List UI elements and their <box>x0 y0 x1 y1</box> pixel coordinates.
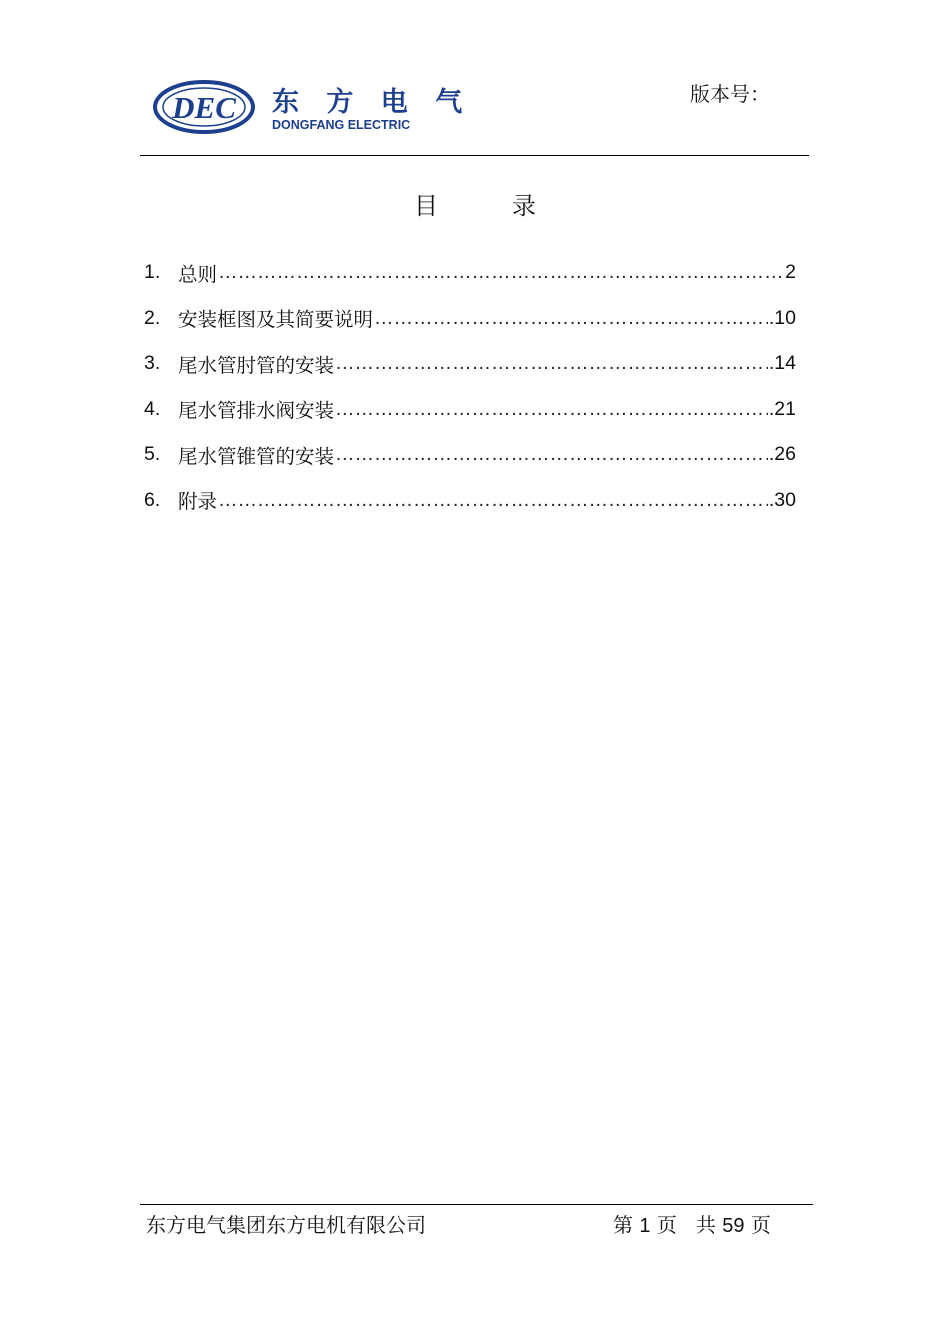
toc-leader-dots <box>218 261 784 284</box>
toc-leader-dots <box>335 352 768 375</box>
toc-title-right: 录 <box>512 192 536 220</box>
toc-entry-title: 安装框图及其简要说明 <box>178 308 374 332</box>
toc-entry-page: .26 <box>768 443 796 466</box>
toc-entry-title: 尾水管排水阀安装 <box>178 399 335 423</box>
dec-logo-icon <box>152 78 262 136</box>
toc-entry[interactable] <box>144 387 796 433</box>
toc-entry-title: 总则 <box>178 262 218 286</box>
toc-entry-number: 5. <box>144 443 161 466</box>
toc-leader-dots <box>335 443 768 466</box>
toc-entry-number: 1. <box>144 261 161 284</box>
toc-entry-page: .30 <box>768 488 796 511</box>
toc-entry[interactable] <box>144 250 796 296</box>
logo-name-en: DONGFANG ELECTRIC <box>272 118 411 132</box>
toc-entry-number: 2. <box>144 306 161 329</box>
toc-entry[interactable] <box>144 432 796 478</box>
toc-entry-number: 6. <box>144 488 161 511</box>
logo-mark: DEC <box>172 90 236 125</box>
toc-entry-title: 附录 <box>178 490 218 514</box>
toc-entry-title: 尾水管锥管的安装 <box>178 444 335 468</box>
toc-entry[interactable] <box>144 341 796 387</box>
page-prefix: 第 <box>613 1213 633 1237</box>
toc-entry-page: .10 <box>768 306 796 329</box>
toc-entry[interactable] <box>144 296 796 342</box>
toc-entry-title: 尾水管肘管的安装 <box>178 353 335 377</box>
page-suffix: 页 <box>750 1213 771 1237</box>
footer-divider <box>140 1204 813 1205</box>
version-label: 版本号： <box>690 82 770 106</box>
toc-leader-dots <box>335 398 768 421</box>
logo-name-cn: 东 方 电 气 <box>272 87 472 118</box>
toc-entry-page: .14 <box>768 352 796 375</box>
toc-leader-dots <box>218 489 768 512</box>
header-divider <box>140 155 809 156</box>
toc-entry-number: 3. <box>144 352 161 375</box>
toc-entry-page: .21 <box>768 397 796 420</box>
table-of-contents <box>144 250 796 523</box>
footer-page-indicator <box>613 1209 771 1238</box>
toc-title-left: 目 <box>414 192 438 220</box>
toc-title <box>0 186 950 221</box>
page-mid: 页 <box>656 1213 677 1237</box>
page-current: 1 <box>639 1215 651 1237</box>
toc-entry-number: 4. <box>144 397 161 420</box>
footer-company-name: 东方电气集团东方电机有限公司 <box>146 1213 426 1237</box>
total-prefix: 共 <box>695 1213 716 1237</box>
toc-entry-page: 2 <box>785 261 796 284</box>
page-total: 59 <box>722 1215 745 1237</box>
toc-entry[interactable] <box>144 478 796 524</box>
toc-leader-dots <box>374 307 768 330</box>
